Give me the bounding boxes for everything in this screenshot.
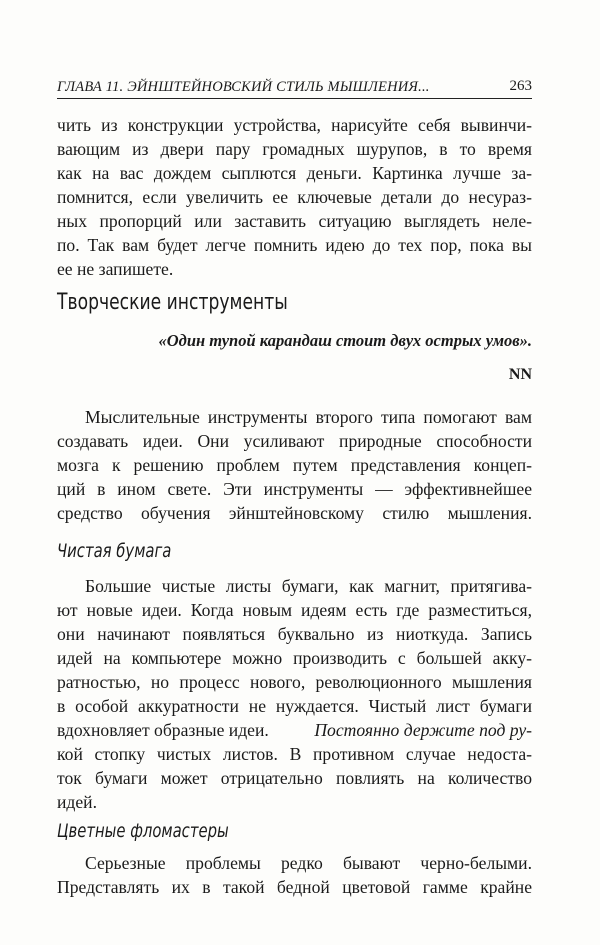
- text-line: как на вас дождем сыплются деньги. Картинка лучше за-: [57, 163, 532, 183]
- text-line: ее не запишете.: [57, 259, 174, 279]
- text-line: Представлять их в такой бедной цветовой гамме крайне: [57, 877, 532, 897]
- text-line: создавать идеи. Они усиливают природные способности: [57, 431, 532, 451]
- subsection-heading: Цветные фломастеры: [57, 820, 229, 842]
- text-line: Серьезные проблемы редко бывают черно-белыми.: [85, 853, 532, 873]
- text-line: ют новые идеи. Когда новым идеям есть где разместиться,: [57, 600, 532, 620]
- text-line: в особой аккуратности не нуждается. Чистый лист бумаги: [57, 696, 532, 716]
- text-line: ратностью, но процесс нового, революционного мышления: [57, 672, 532, 692]
- text-line: ций в ином свете. Эти инструменты — эффективнейшее: [57, 479, 532, 499]
- text-span: вдохновляет образные идеи.: [57, 720, 269, 740]
- text-line: ток бумаги может отрицательно повлиять на количество: [57, 768, 532, 788]
- text-line: они начинают появляться буквально из ниоткуда. Запись: [57, 624, 532, 644]
- text-line: чить из конструкции устройства, нарисуйте себя вывинчи-: [57, 115, 532, 135]
- epigraph: «Один тупой карандаш стоит двух острых умов».: [158, 331, 532, 350]
- section-heading: Творческие инструменты: [57, 290, 288, 315]
- text-line: идей на компьютере можно производить с большей акку-: [57, 648, 532, 668]
- text-line: по. Так вам будет легче помнить идею до тех пор, пока вы: [57, 235, 532, 255]
- text-line: вающим из двери пару громадных шурупов, в то время: [57, 139, 532, 159]
- text-line: помнится, если увеличить ее ключевые детали до несураз-: [57, 187, 532, 207]
- text-line: Большие чистые листы бумаги, как магнит, притягива-: [85, 576, 532, 596]
- text-line: мозга к решению проблем путем представления концеп-: [57, 455, 532, 475]
- epigraph-author: NN: [508, 366, 532, 383]
- running-header: [57, 78, 532, 99]
- text-line: [57, 719, 532, 741]
- text-line: идей.: [57, 792, 97, 812]
- emphasis-span: Постоянно держите под ру-: [314, 720, 532, 740]
- text-line: ных пропорций или заставить ситуацию выглядеть неле-: [57, 211, 532, 231]
- page-number: 263: [509, 78, 532, 94]
- subsection-heading: Чистая бумага: [57, 540, 172, 562]
- running-title: ГЛАВА 11. ЭЙНШТЕЙНОВСКИЙ СТИЛЬ МЫШЛЕНИЯ...: [57, 79, 430, 95]
- text-line: средство обучения эйнштейновскому стилю мышления.: [57, 503, 532, 523]
- text-line: Мыслительные инструменты второго типа помогают вам: [85, 407, 532, 427]
- text-line: кой стопку чистых листов. В противном случае недоста-: [57, 744, 532, 764]
